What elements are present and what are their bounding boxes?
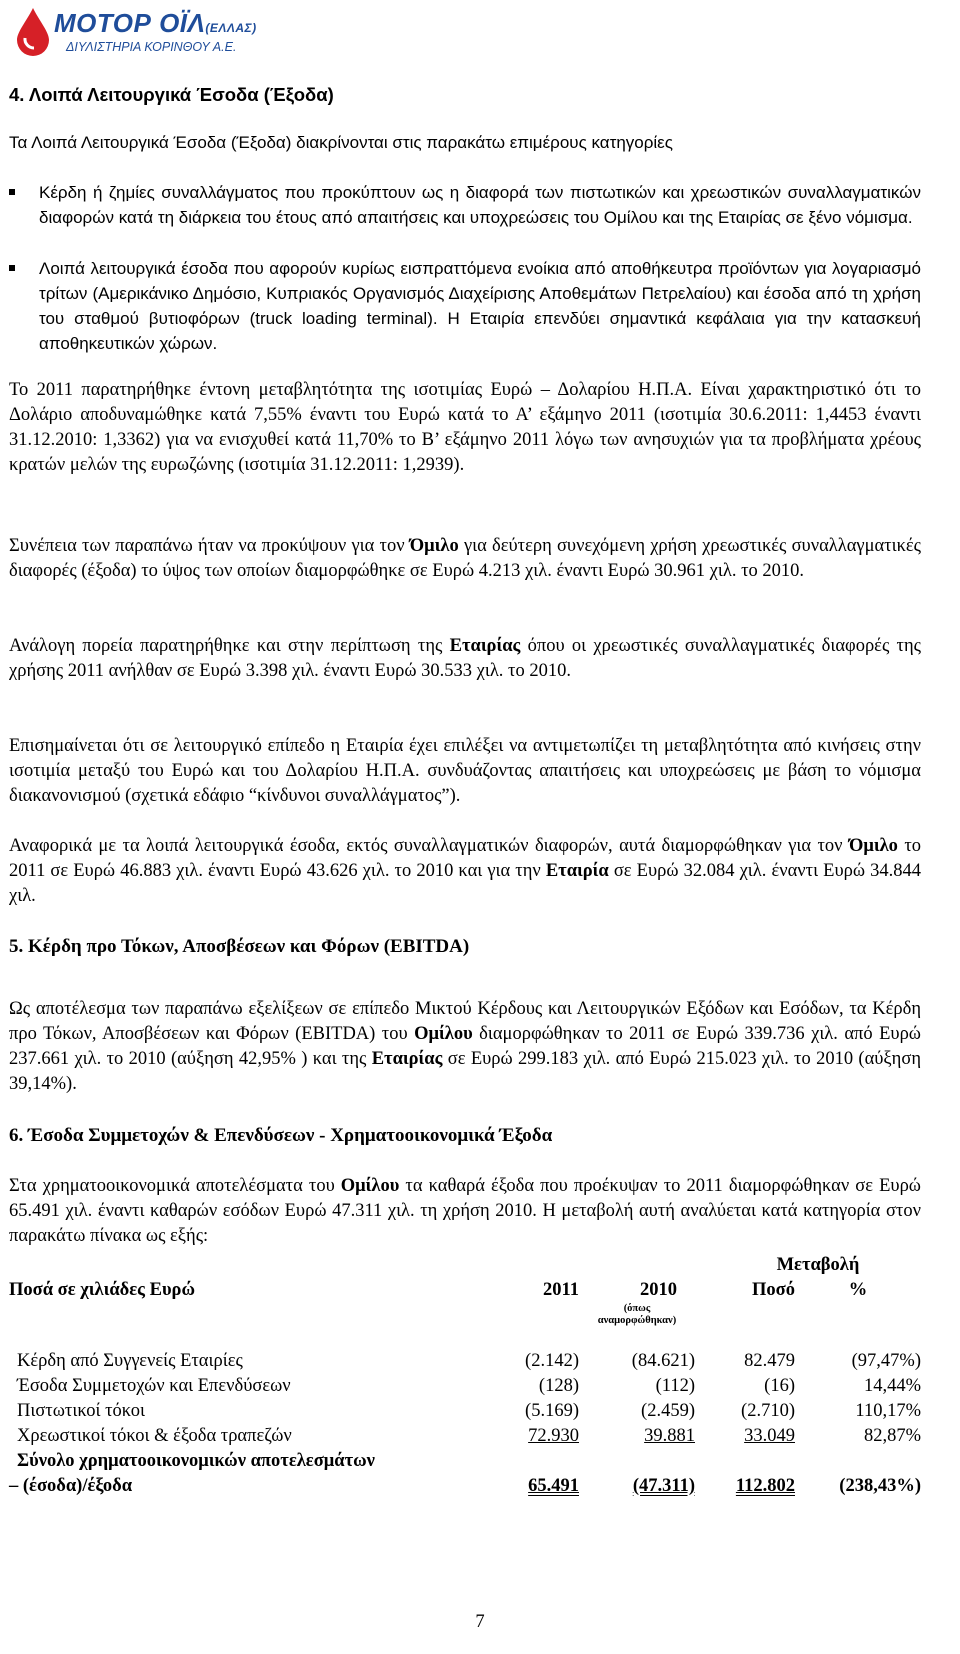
financial-results-table [9, 1253, 921, 1499]
section-5-heading: 5. Κέρδη προ Τόκων, Αποσβέσεων και Φόρων (EBITDA) [9, 936, 470, 957]
paragraph: Ανάλογη πορεία παρατηρήθηκε και στην περίπτωση της Εταιρίας όπου οι χρεωστικές συναλλαγματικές διαφορές της χρήσης 2011 ανήλθαν σε Ευρώ 3.398 χιλ. έναντι Ευρώ 30.533 χιλ. το 2010. [9, 636, 921, 681]
table-row: Κέρδη από Συγγενείς Εταιρίες (2.142) (84.621) 82.479 (97,47%) [17, 1351, 921, 1371]
paragraph: Συνέπεια των παραπάνω ήταν να προκύψουν για τον Όμιλο για δεύτερη συνεχόμενη χρήση χρεωστικές συναλλαγματικές διαφορές (έξοδα) το ύψος των οποίων διαμορφώθηκε σε Ευρώ 4.213 χιλ. έναντι Ευρώ 30.961 χιλ. το 2010. [9, 536, 922, 581]
col-pct-header: % [848, 1280, 868, 1300]
restated-note: (όπως αναμορφώθηκαν) [597, 1303, 677, 1326]
paragraph: Στα χρηματοοικονομικά αποτελέσματα του Ομίλου τα καθαρά έξοδα που προέκυψαν το 2011 διαμορφώθηκαν σε Ευρώ 65.491 χιλ. έναντι καθαρών εσόδων Ευρώ 47.311 χιλ. τη χρήση 2010. Η μεταβολή αυτή αναλύεται κατά κατηγορία στον παρακάτω πίνακα ως εξής: [9, 1176, 921, 1246]
bullet-text: Κέρδη ή ζημίες συναλλάγματος που προκύπτουν ως η διαφορά των πιστωτικών και χρεωστικών συναλλαγματικών διαφορών κατά τη διάρκεια του έτους από απαιτήσεις και υποχρεώσεις του Ομίλου και της Εταιρίας σε ξένο νόμισμα. [39, 183, 921, 227]
table-header-row [9, 1278, 921, 1303]
col-amount-header: Ποσό [752, 1280, 795, 1300]
logo-brand: ΜΟΤΟΡ ΟΪΛ(ΕΛΛΑΣ) [54, 8, 257, 38]
section-6-heading: 6. Έσοδα Συμμετοχών & Επενδύσεων - Χρηματοοικονομικά Έξοδα [9, 1125, 553, 1146]
col-label-header: Ποσά σε χιλιάδες Ευρώ [9, 1280, 195, 1300]
change-header: Μεταβολή [776, 1255, 860, 1275]
section-4-heading: 4. Λοιπά Λειτουργικά Έσοδα (Έξοδα) [9, 84, 334, 105]
table-row: Έσοδα Συμμετοχών και Επενδύσεων (128) (112) (16) 14,44% [17, 1376, 921, 1396]
table-row: Χρεωστικοί τόκοι & έξοδα τραπεζών 72.930 39.881 33.049 82,87% [17, 1426, 921, 1446]
restated-note-row [9, 1303, 921, 1327]
bullet-item [9, 180, 921, 230]
table-header-row [9, 1253, 921, 1278]
section-4-intro: Τα Λοιπά Λειτουργικά Έσοδα (Έξοδα) διακρίνονται στις παρακάτω επιμέρους κατηγορίες [9, 133, 673, 152]
paragraph: Επισημαίνεται ότι σε λειτουργικό επίπεδο η Εταιρία έχει επιλέξει να αντιμετωπίζει τη μεταβλητότητα από κινήσεις στην ισοτιμία μεταξύ του Ευρώ και του Δολαρίου Η.Π.Α. συνδυάζοντας απαιτήσεις και υποχρεώσεις με βάση το νόμισμα διακανονισμού (σχετικά εδάφιο “κίνδυνοι συναλλάγματος”). [9, 736, 921, 806]
oil-drop-icon [14, 6, 52, 56]
table-total-row: Σύνολο χρηματοοικονομικών αποτελεσμάτων [17, 1451, 375, 1471]
table-row: Πιστωτικοί τόκοι (5.169) (2.459) (2.710) 110,17% [17, 1401, 921, 1421]
col-2010-header: 2010 [640, 1280, 677, 1300]
paragraph: Το 2011 παρατηρήθηκε έντονη μεταβλητότητα της ισοτιμίας Ευρώ – Δολαρίου Η.Π.Α. Είναι χαρακτηριστικό ότι το Δολάριο αποδυναμώθηκε κατά 7,55% έναντι του Ευρώ κατά το Α’ εξάμηνο 2011 (ισοτιμία 30.6.2011: 1,4453 έναντι 31.12.2010: 1,3362) για να ενισχυθεί κατά 11,70% το Β’ εξάμηνο 2011 λόγω των ανησυχιών για τα προβλήματα χρέους κρατών μελών της ευρωζώνης (ισοτιμία 31.12.2011: 1,2939). [9, 380, 921, 475]
company-logo [10, 2, 260, 60]
logo-tagline: ΔΙΥΛΙΣΤΗΡΙΑ ΚΟΡΙΝΘΟΥ Α.Ε. [66, 40, 237, 54]
bullet-square-icon [9, 189, 15, 195]
page-number: 7 [475, 1612, 485, 1632]
paragraph: Ως αποτέλεσμα των παραπάνω εξελίξεων σε επίπεδο Μικτού Κέρδους και Λειτουργικών Εξόδων και Εσόδων, τα Κέρδη προ Τόκων, Αποσβέσεων και Φόρων (EBITDA) του Ομίλου διαμορφώθηκαν το 2011 σε Ευρώ 339.736 χιλ. από Ευρώ 237.661 χιλ. το 2010 (αύξηση 42,95% ) και της Εταιρίας σε Ευρώ 299.183 χιλ. από Ευρώ 215.023 χιλ. το 2010 (αύξηση 39,14%). [9, 999, 921, 1094]
col-2011-header: 2011 [543, 1280, 579, 1300]
paragraph: Αναφορικά με τα λοιπά λειτουργικά έσοδα, εκτός συναλλαγματικών διαφορών, αυτά διαμορφώθηκαν για τον Όμιλο το 2011 σε Ευρώ 46.883 χιλ. έναντι Ευρώ 43.626 χιλ. το 2010 και για την Εταιρία σε Ευρώ 32.084 χιλ. έναντι Ευρώ 34.844 χιλ. [9, 836, 922, 906]
bullet-square-icon [9, 265, 15, 271]
bullet-item [9, 256, 921, 356]
bullet-text: Λοιπά λειτουργικά έσοδα που αφορούν κυρίως εισπραττόμενα ενοίκια από αποθήκευτρα προϊόντων για λογαριασμό τρίτων (Αμερικάνικο Δημόσιο, Κυπριακός Οργανισμός Διαχείρισης Αποθεμάτων Πετρελαίου) και έσοδα από τη χρήση του σταθμού βυτιοφόρων (truck loading terminal). Η Εταιρία επενδύει σημαντικά κεφάλαια για την κατασκευή αποθηκευτικών χώρων. [39, 259, 921, 353]
table-total-row: – (έσοδα)/έξοδα 65.491 (47.311) 112.802 (238,43%) [9, 1476, 921, 1496]
